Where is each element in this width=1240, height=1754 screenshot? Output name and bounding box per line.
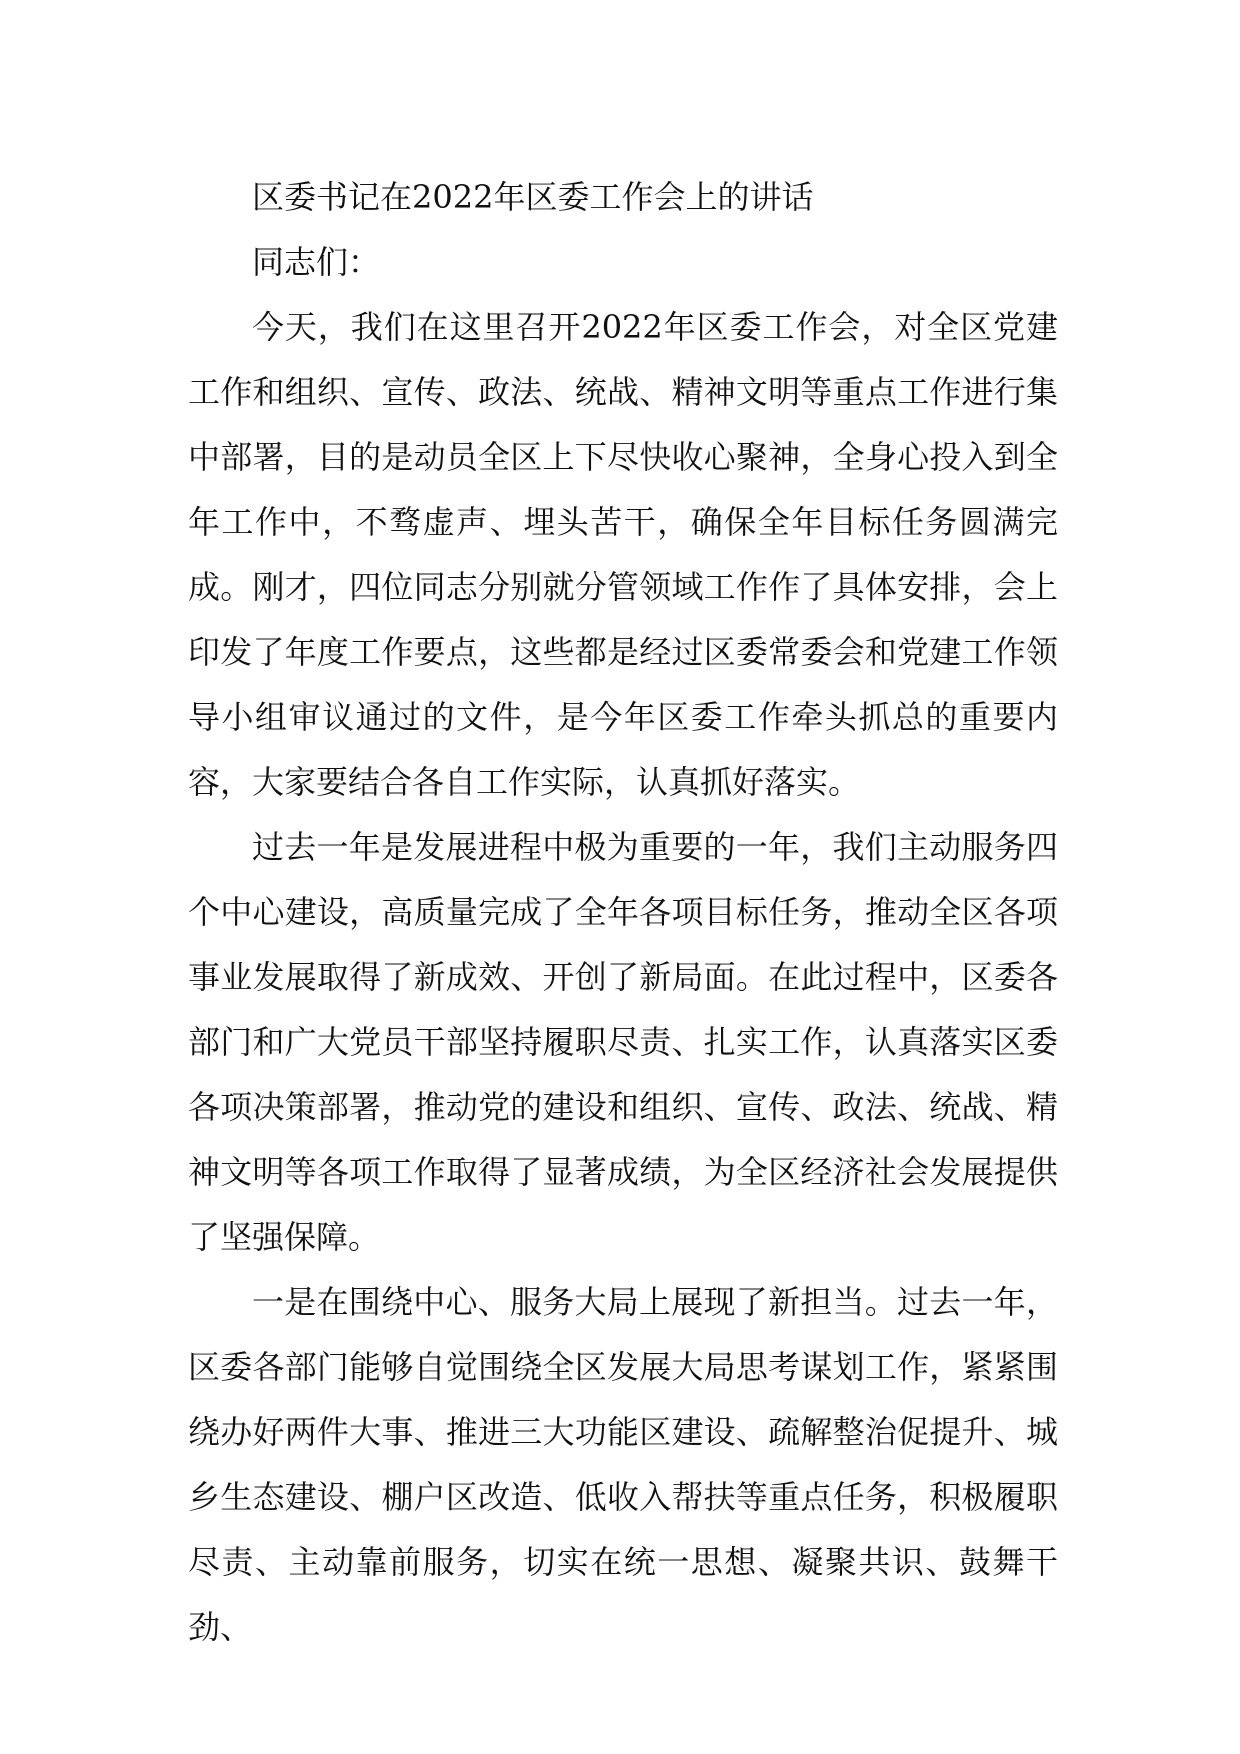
paragraph-2: 过去一年是发展进程中极为重要的一年，我们主动服务四个中心建设，高质量完成了全年各项目标任务，推动全区各项事业发展取得了新成效、开创了新局面。在此过程中，区委各部门和广大党员干部坚持履职尽责、扎实工作，认真落实区委各项决策部署，推动党的建设和组织、宣传、政法、统战、精神文明等各项工作取得了显著成绩，为全区经济社会发展提供了坚强保障。 — [188, 828, 1058, 1256]
document-title: 区委书记在2022年区委工作会上的讲话 — [252, 178, 814, 216]
paragraph-1: 今天，我们在这里召开2022年区委工作会，对全区党建工作和组织、宣传、政法、统战、精神文明等重点工作进行集中部署，目的是动员全区上下尽快收心聚神，全身心投入到全年工作中，不骛虚声、埋头苦干，确保全年目标任务圆满完成。刚才，四位同志分别就分管领域工作作了具体安排，会上印发了年度工作要点，这些都是经过区委常委会和党建工作领导小组审议通过的文件，是今年区委工作牵头抓总的重要内容，大家要结合各自工作实际，认真抓好落实。 — [188, 308, 1058, 801]
salutation: 同志们： — [252, 243, 381, 281]
document-body — [188, 165, 1058, 1660]
paragraph-3: 一是在围绕中心、服务大局上展现了新担当。过去一年，区委各部门能够自觉围绕全区发展大局思考谋划工作，紧紧围绕办好两件大事、推进三大功能区建设、疏解整治促提升、城乡生态建设、棚户区改造、低收入帮扶等重点任务，积极履职尽责、主动靠前服务，切实在统一思想、凝聚共识、鼓舞干劲、 — [188, 1283, 1058, 1646]
